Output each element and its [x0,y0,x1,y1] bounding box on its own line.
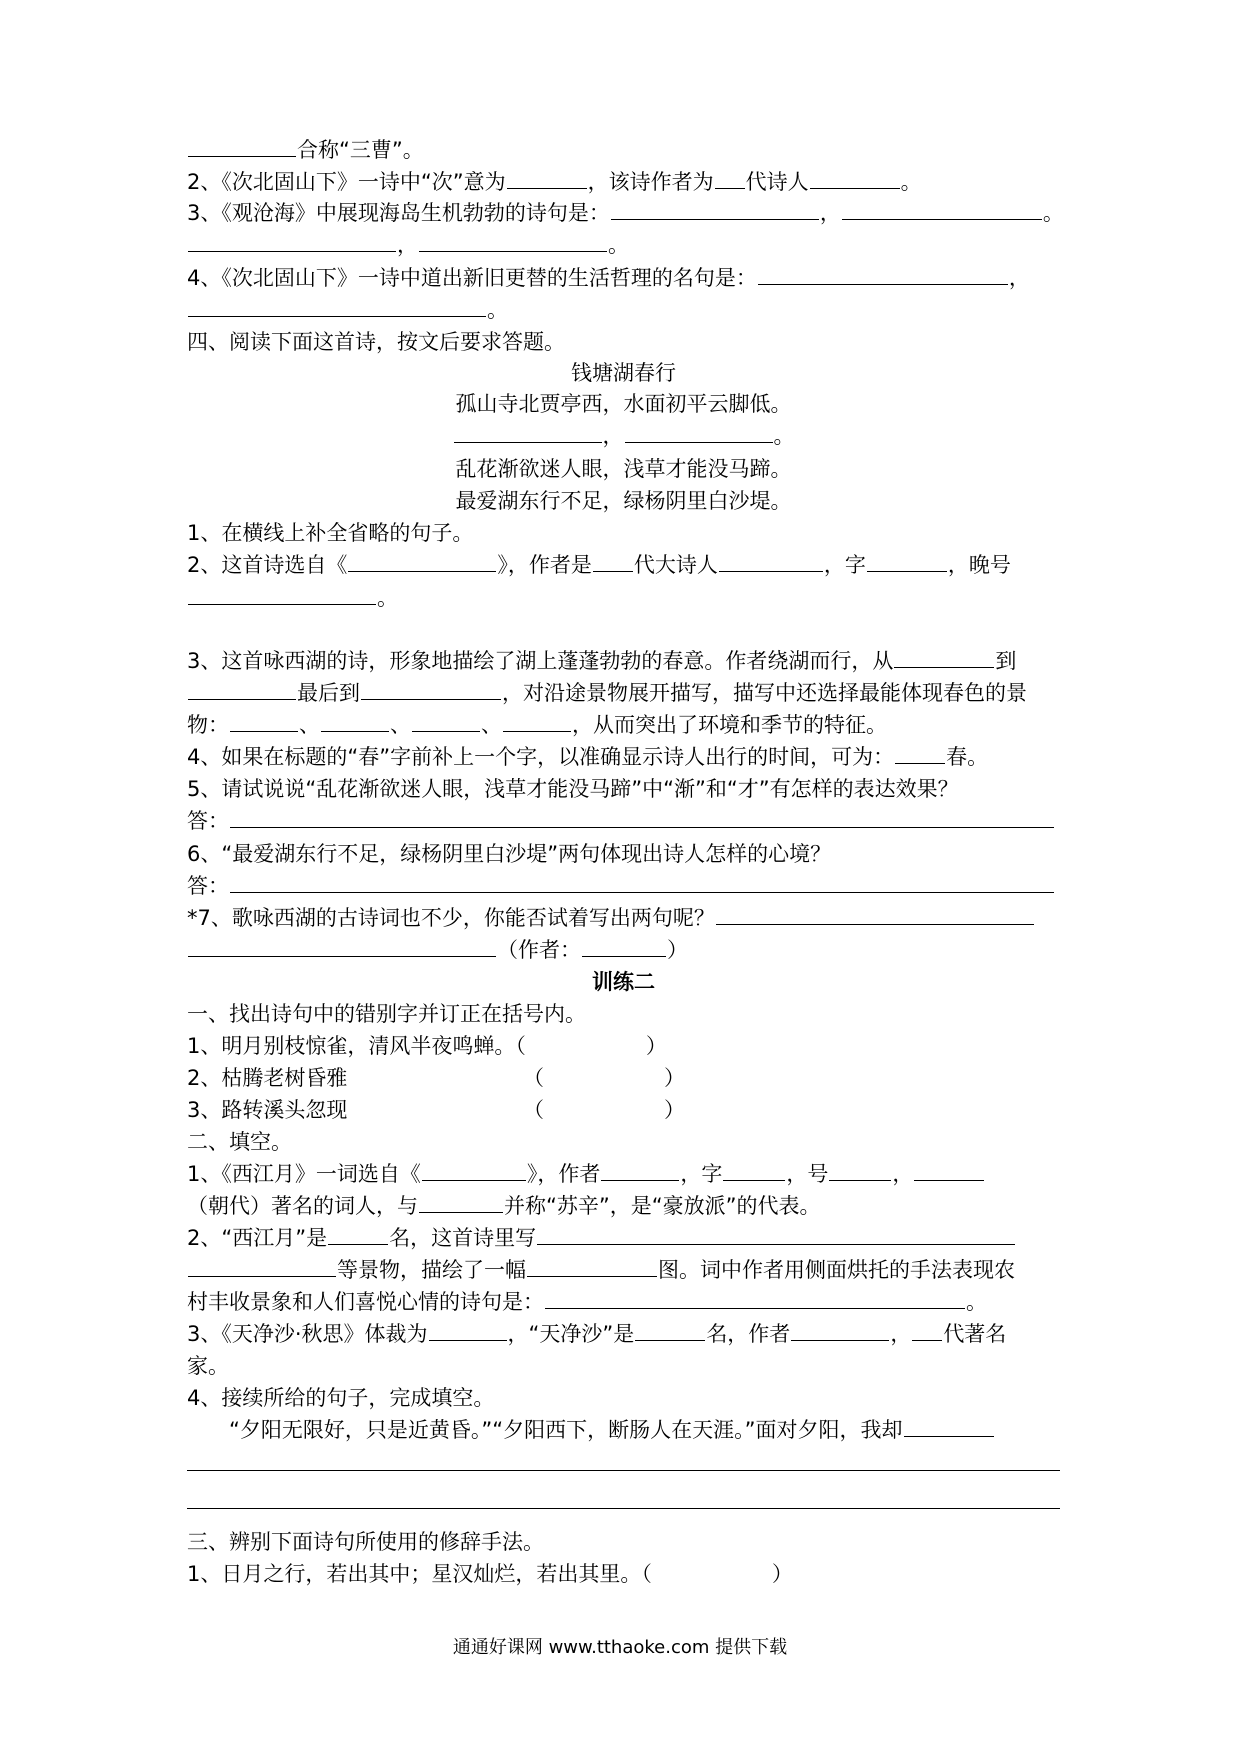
question-4-4 [187,741,1060,773]
question-4-5 [187,773,1060,805]
blank[interactable] [611,197,819,220]
t2-s2-q1-cont [187,1190,1060,1222]
text: 4、如果在标题的“春”字前补上一个字，以准确显示诗人出行的时间，可为： [187,745,895,769]
blank[interactable] [625,420,773,443]
text: 家。 [187,1354,229,1378]
blank[interactable] [582,934,666,957]
text: ，该诗作者为 [587,170,714,194]
text: 图。词中作者用侧面烘托的手法表现农 [658,1258,1015,1282]
blank[interactable] [894,645,994,668]
text: 。 [900,170,922,194]
text: 名，作者 [706,1322,791,1346]
question-3-4-cont [187,294,1060,326]
text: （朝代）著名的词人，与 [187,1194,418,1218]
t2-s2-q4-text [187,1414,1060,1446]
blank[interactable] [867,549,947,572]
answer-4-5 [187,805,1060,837]
poem-line-3 [187,453,1060,485]
text: 。 [966,1290,987,1314]
t2-s1-q3 [187,1094,1060,1126]
blank[interactable] [429,1318,507,1341]
blank[interactable] [188,582,376,605]
text: 。 [773,424,795,448]
poem-line-4 [187,485,1060,517]
text: 。 [1042,201,1064,225]
answer-label: 答： [187,874,229,898]
text: 四、阅读下面这首诗，按文后要求答题。 [187,330,565,354]
text: 最爱湖东行不足，绿杨阴里白沙堤。 [455,489,792,513]
t2-s2-q2 [187,1222,1060,1254]
question-4-2 [187,549,1060,581]
text: 、 [299,713,320,737]
text: “夕阳无限好，只是近黄昏。”“夕阳西下，断肠人在天涯。”面对夕阳，我却 [229,1418,903,1442]
text: 代著名 [943,1322,1007,1346]
text: 并称“苏辛”，是“豪放派”的代表。 [504,1194,821,1218]
text: ，“天净沙”是 [507,1322,635,1346]
text: （ [523,1098,544,1122]
t2-section-2-heading [187,1126,1060,1158]
question-3-3 [187,197,1064,229]
text: ， [892,1162,914,1186]
training-title [187,966,1060,998]
text: 3、《天净沙·秋思》体裁为 [187,1322,428,1346]
question-4-7-cont [187,934,1060,966]
text: 三、辨别下面诗句所使用的修辞手法。 [187,1530,544,1554]
text: （ [523,1066,544,1090]
text: 2、枯腾老树昏雅 [187,1066,348,1090]
section-4-heading [187,326,1060,358]
question-3-4 [187,262,1060,294]
text: 二、填空。 [187,1130,292,1154]
t2-s2-q4 [187,1382,1060,1414]
answer-label: 答： [187,809,229,833]
question-4-2-cont [187,582,1060,614]
poem-line-2 [187,420,1060,452]
text: 合称“三曹”。 [297,138,424,162]
text: 到 [995,649,1017,673]
text: 4、接续所给的句子，完成填空。 [187,1386,495,1410]
poem-title [187,357,1060,389]
text: ，字 [823,553,866,577]
blank[interactable] [912,1318,942,1341]
text: 》，作者 [526,1162,601,1186]
text: 1、《西江月》一词选自《 [187,1162,421,1186]
text: *7、歌咏西湖的古诗词也不少，你能否试着写出两句呢？ [187,906,715,930]
answer-blank[interactable] [230,805,1054,828]
text: 2、“西江月”是 [187,1226,328,1250]
t2-section-3-heading [187,1526,1060,1558]
blank[interactable] [914,1158,984,1181]
text: 最后到 [297,681,360,705]
text: ， [819,201,841,225]
text: 3、这首咏西湖的诗，形象地描绘了湖上蓬蓬勃勃的春意。作者绕湖而行，从 [187,649,894,673]
text: ） [771,1562,793,1586]
t2-s2-q1 [187,1158,1060,1190]
text: 2、这首诗选自《 [187,553,348,577]
t2-s2-q3-cont [187,1350,1060,1382]
question-4-7 [187,902,1060,934]
text: 6、“最爱湖东行不足，绿杨阴里白沙堤”两句体现出诗人怎样的心境？ [187,842,832,866]
blank[interactable] [321,709,389,732]
text: 3、《观沧海》中展现海岛生机勃勃的诗句是： [187,201,610,225]
text: 物： [187,713,229,737]
blank[interactable] [507,166,587,189]
blank[interactable] [422,1158,526,1181]
blank[interactable] [601,1158,679,1181]
text: 1、在横线上补全省略的句子。 [187,521,474,545]
t2-s2-q2-cont2 [187,1286,1060,1318]
t2-s1-q1 [187,1030,1060,1062]
text: ） [664,1066,685,1090]
blank[interactable] [188,934,496,957]
blank[interactable] [419,229,607,252]
blank[interactable] [361,677,501,700]
footer-credit: 通通好课网 www.tthaoke.com 提供下载 [452,1637,788,1658]
answer-line[interactable] [187,1508,1060,1509]
line-sancao [187,134,1060,166]
blank[interactable] [230,709,298,732]
text: 代大诗人 [633,553,718,577]
text: ，字 [680,1162,723,1186]
t2-s3-q1 [187,1558,1060,1590]
text: 训练二 [592,970,655,994]
text: ，从而突出了环境和季节的特征。 [572,713,887,737]
text: 。 [608,233,629,257]
blank[interactable] [758,262,1008,285]
t2-s2-q3 [187,1318,1060,1350]
blank[interactable] [348,549,496,572]
blank[interactable] [895,741,945,764]
text: 。 [487,298,508,322]
blank[interactable] [412,709,480,732]
text: ， [397,233,418,257]
text: 等景物，描绘了一幅 [337,1258,526,1282]
blank[interactable] [715,166,745,189]
blank[interactable] [419,1190,503,1213]
text: ） [667,938,688,962]
question-4-3-cont [187,677,1060,709]
text: 名，这首诗里写 [389,1226,537,1250]
text: 4、《次北固山下》一诗中道出新旧更替的生活哲理的名句是： [187,266,757,290]
text: ，晚号 [947,553,1011,577]
blank[interactable] [454,420,602,443]
blank[interactable] [537,1222,1015,1245]
t2-section-1-heading [187,998,1060,1030]
answer-blank[interactable] [230,870,1054,893]
text: ， [1008,266,1030,290]
t2-s1-q2 [187,1062,1060,1094]
question-3-2 [187,166,1060,198]
text: 》，作者是 [497,553,592,577]
blank[interactable] [188,229,396,252]
blank[interactable] [188,1254,336,1277]
t2-s2-q2-cont [187,1254,1060,1286]
text: 村丰收景象和人们喜悦心情的诗句是： [187,1290,544,1314]
text: 一、找出诗句中的错别字并订正在括号内。 [187,1002,586,1026]
text: ） [645,1034,667,1058]
answer-line[interactable] [187,1470,1060,1471]
text: 1、明月别枝惊雀，清风半夜鸣蝉。 [187,1034,516,1058]
text: （作者： [497,938,581,962]
text: 、 [390,713,411,737]
text: 、 [481,713,502,737]
blank[interactable] [545,1286,965,1309]
blank[interactable] [188,294,486,317]
blank[interactable] [829,1158,891,1181]
blank[interactable] [842,197,1042,220]
blank[interactable] [188,134,296,157]
question-4-1 [187,517,1060,549]
text: 。 [377,586,398,610]
text: 5、请试说说“乱花渐欲迷人眼，浅草才能没马蹄”中“渐”和“才”有怎样的表达效果？ [187,777,959,801]
question-4-3 [187,645,1060,677]
blank[interactable] [791,1318,889,1341]
text: ， [602,424,624,448]
text: 春。 [946,745,989,769]
question-4-6 [187,838,1060,870]
text: 钱塘湖春行 [571,361,676,385]
answer-4-6 [187,870,1060,902]
blank[interactable] [503,709,571,732]
text: ） [664,1098,685,1122]
blank[interactable] [810,166,900,189]
text: ，对沿途景物展开描写，描写中还选择最能体现春色的景 [502,681,1027,705]
question-3-3-cont [187,229,1060,261]
blank[interactable] [527,1254,657,1277]
question-4-3-cont2 [187,709,1060,741]
text: 乱花渐欲迷人眼，浅草才能没马蹄。 [455,457,792,481]
blank[interactable] [716,902,1034,925]
blank[interactable] [593,549,633,572]
text: 3、路转溪头忽现 [187,1098,348,1122]
poem-line-1 [187,388,1060,420]
text: 孤山寺北贾亭西，水面初平云脚低。 [455,392,792,416]
blank[interactable] [904,1414,994,1437]
blank[interactable] [719,549,823,572]
text: 代诗人 [745,170,809,194]
text: （ [515,1034,526,1058]
blank[interactable] [635,1318,705,1341]
text: ，号 [786,1162,829,1186]
blank[interactable] [328,1222,388,1245]
text: 2、《次北固山下》一诗中“次”意为 [187,170,506,194]
text: 1、日月之行，若出其中；星汉灿烂，若出其里。（ [187,1562,652,1586]
blank[interactable] [188,677,296,700]
blank[interactable] [723,1158,785,1181]
text: ， [890,1322,912,1346]
